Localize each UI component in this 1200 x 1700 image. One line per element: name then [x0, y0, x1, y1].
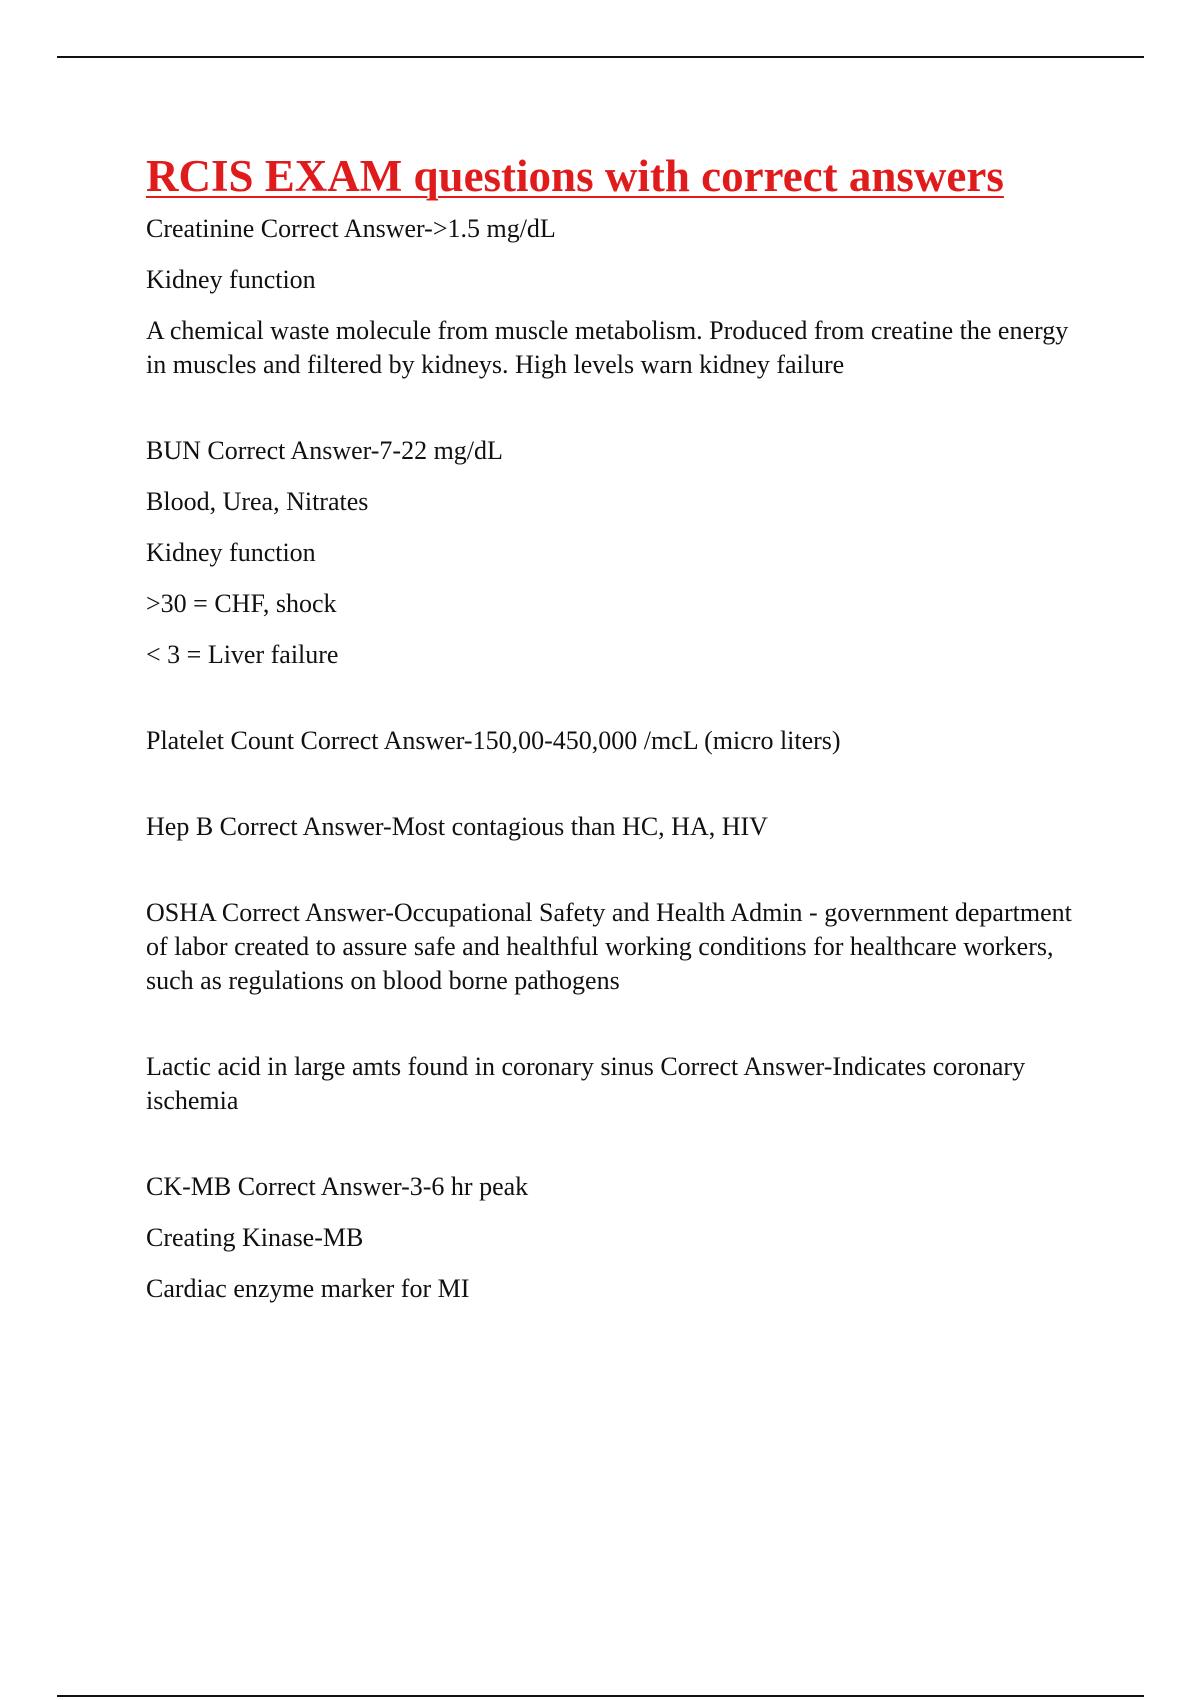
- entry-line: Cardiac enzyme marker for MI: [146, 1274, 470, 1303]
- entry-creatinine: [146, 212, 1086, 382]
- entry-line: BUN Correct Answer-7-22 mg/dL: [146, 436, 503, 465]
- entry-line: Creatinine Correct Answer->1.5 mg/dL: [146, 214, 556, 243]
- entry-line: Creating Kinase-MB: [146, 1223, 364, 1252]
- document-title: RCIS EXAM questions with correct answers: [146, 151, 1004, 201]
- entry-line: OSHA Correct Answer-Occupational Safety and Health Admin - government department of labor created to assure safe and healthful working conditions for healthcare workers, such as regulations on blood borne pathogens: [146, 898, 1072, 995]
- entry-line: Kidney function: [146, 538, 316, 567]
- header-rule: [57, 56, 1144, 58]
- entry-bun: [146, 434, 1086, 672]
- entry-lactic-acid: [146, 1050, 1086, 1118]
- entry-line: Kidney function: [146, 265, 316, 294]
- entry-hep-b: [146, 810, 1086, 844]
- entry-osha: [146, 896, 1086, 998]
- entry-line: Blood, Urea, Nitrates: [146, 487, 369, 516]
- document-body: [146, 150, 1086, 1306]
- entry-line: Platelet Count Correct Answer-150,00-450,000 /mcL (micro liters): [146, 726, 841, 755]
- entry-line: Hep B Correct Answer-Most contagious than HC, HA, HIV: [146, 812, 768, 841]
- entry-line: < 3 = Liver failure: [146, 640, 339, 669]
- footer-rule: [57, 1695, 1144, 1697]
- entry-line: Lactic acid in large amts found in coronary sinus Correct Answer-Indicates coronary ischemia: [146, 1052, 1026, 1115]
- entry-line: CK-MB Correct Answer-3-6 hr peak: [146, 1172, 529, 1201]
- entry-line: A chemical waste molecule from muscle metabolism. Produced from creatine the energy in muscles and filtered by kidneys. High levels warn kidney failure: [146, 316, 1069, 379]
- entry-platelet-count: [146, 724, 1086, 758]
- entry-line: >30 = CHF, shock: [146, 589, 337, 618]
- entry-ck-mb: [146, 1170, 1086, 1306]
